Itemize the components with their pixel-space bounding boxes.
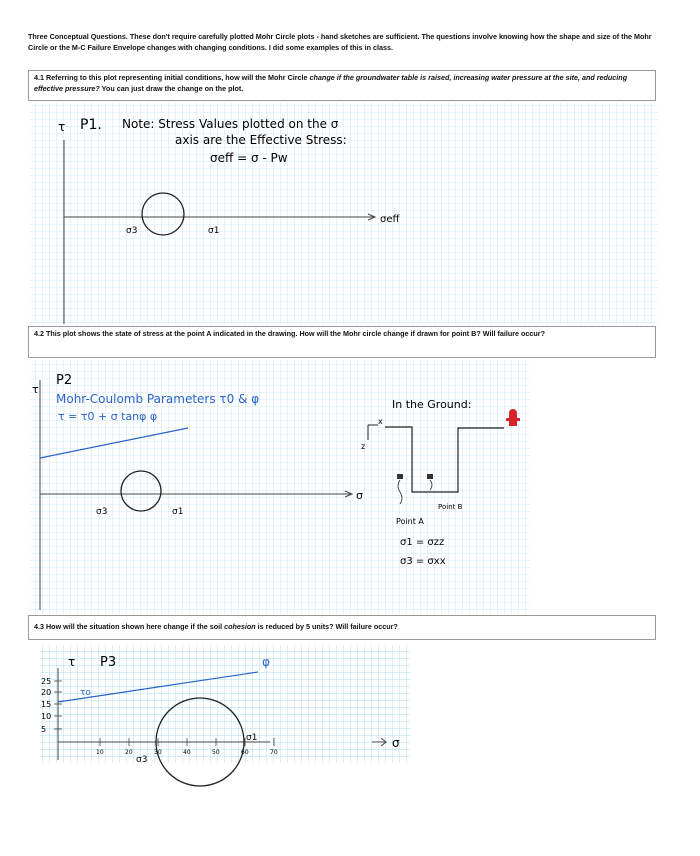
question-4-2: 4.2 This plot shows the state of stress at the point A indicated in the drawing. How will the Mohr circle change if drawn for point B? Will failure occur?	[28, 326, 656, 358]
p1-sigma1-label: σ1	[208, 226, 220, 236]
plot-p2	[30, 360, 530, 615]
p2-sigma1-label: σ1	[172, 507, 184, 517]
element-a-marker	[397, 474, 403, 479]
point-b-label: Point B	[438, 503, 463, 511]
p2-x-axis-label: σ	[356, 489, 363, 502]
p3-x-axis-label: σ	[392, 736, 400, 750]
p2-tau-symbol: τ	[32, 383, 39, 396]
p1-label: P1.	[80, 117, 102, 133]
p3-y-tick-label: 15	[41, 700, 52, 709]
p1-note-line3: σeff = σ - Pw	[210, 151, 288, 165]
coord-x-label: x	[378, 417, 383, 426]
element-b-marker	[427, 474, 433, 479]
p3-grid	[40, 645, 410, 763]
q41-lead: 4.1 Referring to this plot representing initial conditions, how will the Mohr Circle	[34, 73, 310, 82]
q43-emph: cohesion	[224, 622, 256, 631]
p3-label: P3	[100, 655, 117, 670]
sigma3-relation: σ3 = σxx	[400, 556, 446, 567]
p1-x-axis-label: σeff	[380, 214, 400, 225]
p2-sigma3-label: σ3	[96, 507, 108, 517]
p3-x-tick-label: 10	[96, 749, 104, 756]
p3-x-tick-label: 40	[183, 749, 191, 756]
point-a-label: Point A	[396, 517, 424, 526]
intro-text: Three Conceptual Questions. These don't require carefully plotted Mohr Circle plots - hand sketches are sufficient. The questions involve knowing how the shape and size of the Mohr Circle or the M-C Failure Envelope changes with changing conditions. I did some examples of this in class.	[28, 32, 652, 52]
p3-x-tick-label: 30	[154, 749, 162, 756]
p3-x-tick-label: 60	[241, 749, 249, 756]
p3-x-tick-label: 20	[125, 749, 133, 756]
p3-x-tick-label: 70	[270, 749, 278, 756]
p1-note-line1: Note: Stress Values plotted on the σ	[122, 117, 339, 131]
p1-note-line2: axis are the Effective Stress:	[175, 133, 347, 147]
p3-tau-symbol: τ	[68, 655, 76, 669]
p1-tau-symbol: τ	[58, 120, 66, 134]
p3-tau0-label: τo	[80, 688, 91, 698]
q43-lead: 4.3 How will the situation shown here change if the soil	[34, 622, 225, 631]
p3-phi-label: φ	[262, 655, 270, 669]
plot-p3	[40, 645, 410, 786]
p1-sigma3-label: σ3	[126, 226, 138, 236]
p2-equation: τ = τ0 + σ tanφ φ	[58, 410, 158, 423]
p3-y-tick-label: 5	[41, 725, 47, 734]
plot-p1	[30, 102, 658, 324]
p3-y-tick-label: 25	[41, 677, 52, 686]
sigma1-relation: σ1 = σzz	[400, 537, 445, 548]
p3-sigma3-label: σ3	[136, 755, 148, 765]
ground-title: In the Ground:	[392, 398, 472, 411]
p3-y-tick-label: 20	[41, 688, 52, 697]
q43-tail: is reduced by 5 units? Will failure occur?	[255, 622, 398, 631]
coord-z-label: z	[361, 442, 366, 451]
p3-sigma1-label: σ1	[246, 733, 258, 743]
p2-label: P2	[56, 373, 73, 388]
q41-tail: You can just draw the change on the plot.	[99, 84, 244, 93]
p2-params: Mohr-Coulomb Parameters τ0 & φ	[56, 392, 260, 406]
p3-x-tick-label: 50	[212, 749, 220, 756]
q41-emph: change if the groundwater table is raised, increasing water pressure at the site, and reducing effective pressure?	[34, 73, 628, 93]
p3-y-tick-label: 10	[41, 712, 52, 721]
